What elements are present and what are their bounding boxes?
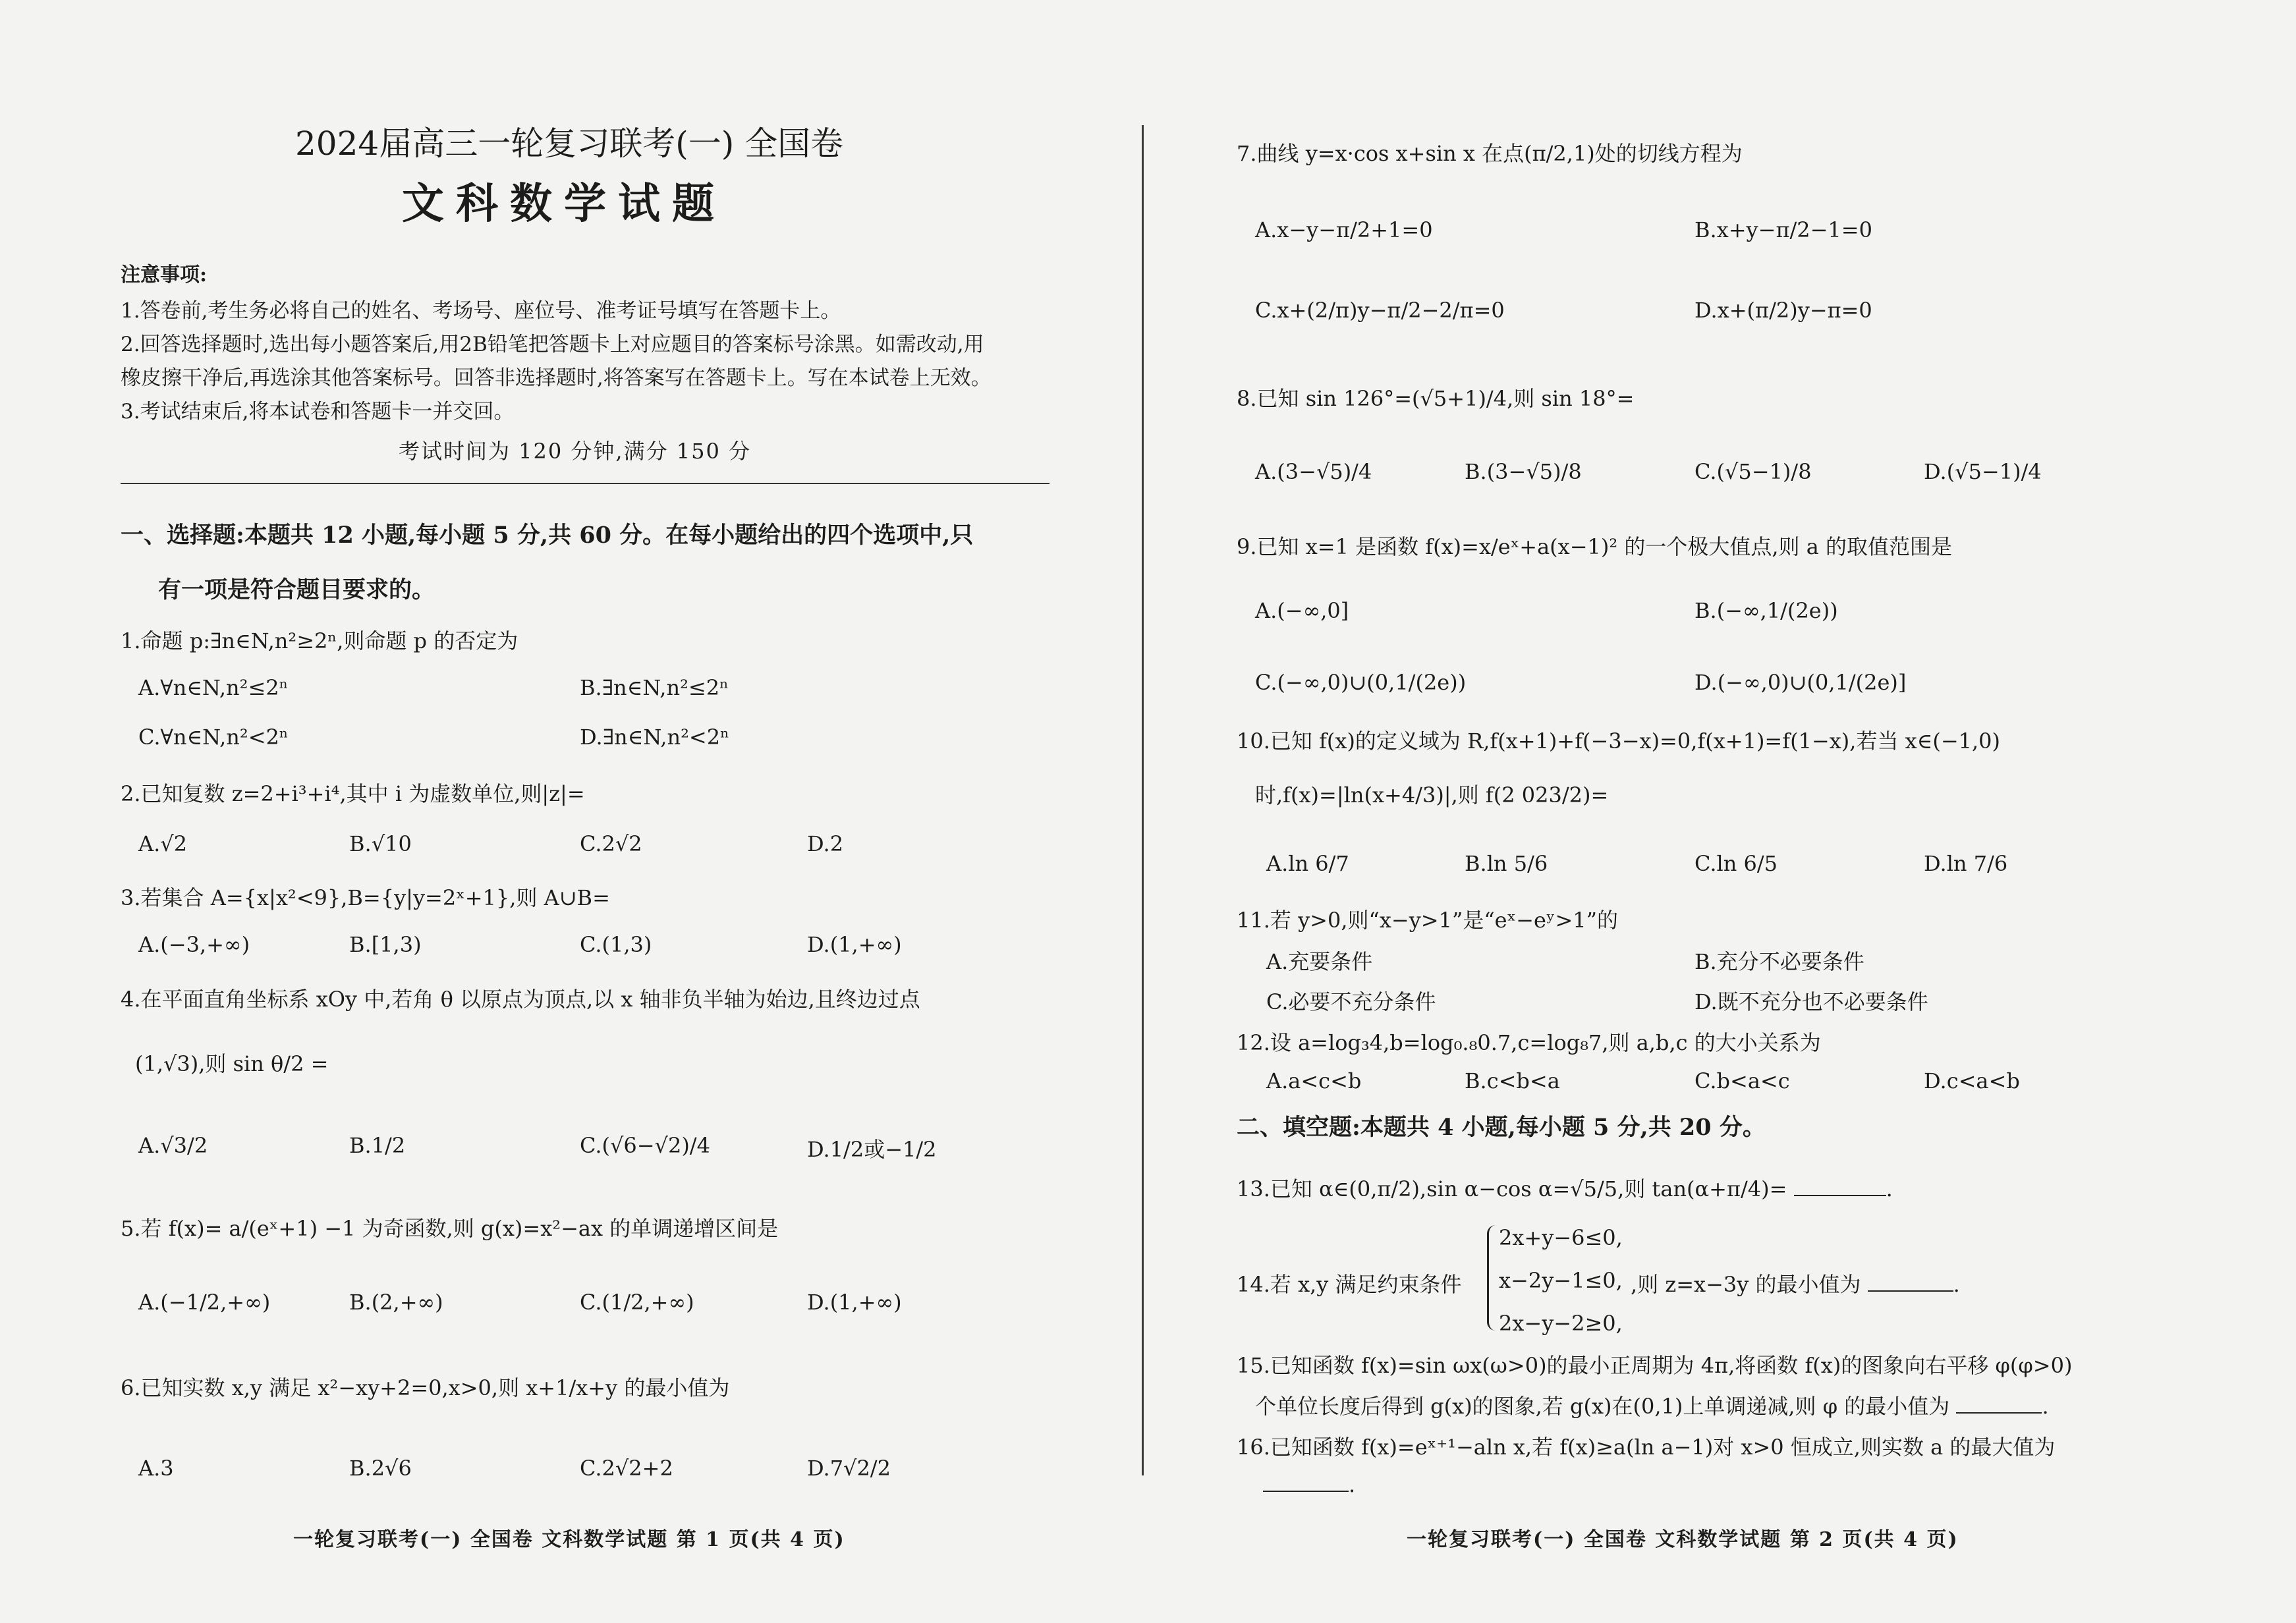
q11-option-a: A.充要条件 — [1266, 949, 1373, 974]
exam-page-1 — [0, 0, 1146, 1623]
q8-option-c: C.(√5−1)/8 — [1694, 459, 1812, 484]
q11-option-b: B.充分不必要条件 — [1694, 949, 1864, 974]
question-9: 9.已知 x=1 是函数 f(x)=x/eˣ+a(x−1)² 的一个极大值点,则 a 的取值范围是 — [1237, 534, 1952, 559]
question-8: 8.已知 sin 126°=(√5+1)/4,则 sin 18°= — [1237, 386, 1635, 411]
header-rule — [121, 483, 1050, 484]
question-16-cont: . — [1263, 1472, 1355, 1497]
question-6: 6.已知实数 x,y 满足 x²−xy+2=0,x>0,则 x+1/x+y 的最小值为 — [121, 1375, 730, 1400]
question-14-tail: ,则 z=x−3y 的最小值为 . — [1631, 1272, 1960, 1297]
q5-option-c: C.(1/2,+∞) — [580, 1290, 694, 1315]
answer-blank-14 — [1868, 1273, 1953, 1292]
q10-option-a: A.ln 6/7 — [1266, 851, 1349, 876]
q9-option-a: A.(−∞,0] — [1255, 598, 1349, 623]
exam-page-2 — [1150, 0, 2296, 1623]
q4-option-c: C.(√6−√2)/4 — [580, 1133, 710, 1158]
q7-option-a: A.x−y−π/2+1=0 — [1255, 217, 1433, 242]
notice-heading: 注意事项: — [121, 263, 208, 287]
question-13-text: 13.已知 α∈(0,π/2),sin α−cos α=√5/5,则 tan(α+π/4)= — [1237, 1176, 1787, 1201]
q2-option-c: C.2√2 — [580, 831, 642, 856]
q9-option-b: B.(−∞,1/(2e)) — [1694, 598, 1838, 623]
q7-option-d: D.x+(π/2)y−π=0 — [1694, 298, 1872, 323]
constraint-1: 2x+y−6≤0, — [1499, 1225, 1623, 1250]
section-2-heading: 二、填空题:本题共 4 小题,每小题 5 分,共 20 分。 — [1237, 1114, 1766, 1141]
q6-option-b: B.2√6 — [349, 1456, 412, 1481]
q8-option-d: D.(√5−1)/4 — [1924, 459, 2042, 484]
question-4: 4.在平面直角坐标系 xOy 中,若角 θ 以原点为顶点,以 x 轴非负半轴为始边,且终边过点 — [121, 987, 920, 1012]
q1-option-d: D.∃n∈N,n²<2ⁿ — [580, 725, 729, 750]
question-7: 7.曲线 y=x·cos x+sin x 在点(π/2,1)处的切线方程为 — [1237, 141, 1743, 166]
question-12: 12.设 a=log₃4,b=log₀.₈0.7,c=log₈7,则 a,b,c 的大小关系为 — [1237, 1030, 1821, 1055]
section-1-heading: 一、选择题:本题共 12 小题,每小题 5 分,共 60 分。在每小题给出的四个选项中,只 — [121, 522, 974, 549]
q5-option-d: D.(1,+∞) — [807, 1290, 902, 1315]
question-15-cont: 个单位长度后得到 g(x)的图象,若 g(x)在(0,1)上单调递减,则 φ 的最小值为 . — [1255, 1394, 2049, 1419]
q1-option-c: C.∀n∈N,n²<2ⁿ — [138, 725, 289, 750]
q7-option-b: B.x+y−π/2−1=0 — [1694, 217, 1872, 242]
q3-option-c: C.(1,3) — [580, 932, 652, 957]
constraint-3: 2x−y−2≥0, — [1499, 1311, 1623, 1336]
answer-blank-16 — [1263, 1473, 1349, 1492]
q10-option-b: B.ln 5/6 — [1465, 851, 1548, 876]
page-1-footer: 一轮复习联考(一) 全国卷 文科数学试题 第 1 页(共 4 页) — [293, 1528, 845, 1551]
q12-option-a: A.a<c<b — [1266, 1068, 1362, 1093]
question-10: 10.已知 f(x)的定义域为 R,f(x+1)+f(−3−x)=0,f(x+1)=f(1−x),若当 x∈(−1,0) — [1237, 729, 2001, 754]
q3-option-d: D.(1,+∞) — [807, 932, 902, 957]
question-2: 2.已知复数 z=2+i³+i⁴,其中 i 为虚数单位,则|z|= — [121, 781, 585, 806]
question-11: 11.若 y>0,则“x−y>1”是“eˣ−eʸ>1”的 — [1237, 908, 1619, 933]
notice-item-1: 1.答卷前,考生务必将自己的姓名、考场号、座位号、准考证号填写在答题卡上。 — [121, 299, 841, 323]
q3-option-a: A.(−3,+∞) — [138, 932, 250, 957]
question-5: 5.若 f(x)= a/(eˣ+1) −1 为奇函数,则 g(x)=x²−ax 的单调递增区间是 — [121, 1216, 779, 1241]
q3-option-b: B.[1,3) — [349, 932, 422, 957]
q5-option-b: B.(2,+∞) — [349, 1290, 443, 1315]
answer-blank-13 — [1794, 1178, 1886, 1196]
question-10-cont: 时,f(x)=|ln(x+4/3)|,则 f(2 023/2)= — [1255, 783, 1609, 808]
q1-option-a: A.∀n∈N,n²≤2ⁿ — [138, 675, 289, 700]
q4-option-b: B.1/2 — [349, 1133, 406, 1158]
question-3: 3.若集合 A={x|x²<9},B={y|y=2ˣ+1},则 A∪B= — [121, 885, 610, 910]
notice-item-2-cont: 橡皮擦干净后,再选涂其他答案标号。回答非选择题时,将答案写在答题卡上。写在本试卷上无效。 — [121, 366, 992, 390]
q4-option-d: D.1/2或−1/2 — [807, 1137, 937, 1162]
q2-option-a: A.√2 — [138, 831, 188, 856]
system-brace — [1487, 1225, 1496, 1331]
q11-option-c: C.必要不充分条件 — [1266, 989, 1436, 1014]
question-15-cont-text: 个单位长度后得到 g(x)的图象,若 g(x)在(0,1)上单调递减,则 φ 的最小值为 — [1255, 1394, 1950, 1419]
q2-option-b: B.√10 — [349, 831, 412, 856]
question-16: 16.已知函数 f(x)=eˣ⁺¹−aln x,若 f(x)≥a(ln a−1)对 x>0 恒成立,则实数 a 的最大值为 — [1237, 1435, 2056, 1460]
q4-option-a: A.√3/2 — [138, 1133, 208, 1158]
q8-option-b: B.(3−√5)/8 — [1465, 459, 1582, 484]
q6-option-c: C.2√2+2 — [580, 1456, 673, 1481]
question-15: 15.已知函数 f(x)=sin ωx(ω>0)的最小正周期为 4π,将函数 f(x)的图象向右平移 φ(φ>0) — [1237, 1353, 2073, 1378]
q12-option-c: C.b<a<c — [1694, 1068, 1790, 1093]
q2-option-d: D.2 — [807, 831, 844, 856]
question-14-lead: 14.若 x,y 满足约束条件 — [1237, 1272, 1462, 1297]
q1-option-b: B.∃n∈N,n²≤2ⁿ — [580, 675, 729, 700]
q11-option-d: D.既不充分也不必要条件 — [1694, 989, 1928, 1014]
question-4-cont: (1,√3),则 sin θ/2 = — [135, 1051, 329, 1076]
answer-blank-15 — [1956, 1395, 2042, 1414]
question-1: 1.命题 p:∃n∈N,n²≥2ⁿ,则命题 p 的否定为 — [121, 628, 518, 653]
exam-subject-title: 文科数学试题 — [402, 179, 726, 229]
page-2-footer: 一轮复习联考(一) 全国卷 文科数学试题 第 2 页(共 4 页) — [1407, 1528, 1959, 1551]
exam-time-note: 考试时间为 120 分钟,满分 150 分 — [399, 439, 752, 464]
section-1-heading-cont: 有一项是符合题目要求的。 — [158, 576, 435, 603]
q6-option-d: D.7√2/2 — [807, 1456, 891, 1481]
exam-title: 2024届高三一轮复习联考(一) 全国卷 — [295, 124, 844, 163]
q9-option-c: C.(−∞,0)∪(0,1/(2e)) — [1255, 670, 1467, 695]
question-14-tail-text: ,则 z=x−3y 的最小值为 — [1631, 1272, 1861, 1297]
q7-option-c: C.x+(2/π)y−π/2−2/π=0 — [1255, 298, 1505, 323]
q10-option-c: C.ln 6/5 — [1694, 851, 1778, 876]
notice-item-2: 2.回答选择题时,选出每小题答案后,用2B铅笔把答题卡上对应题目的答案标号涂黑。如需改动,用 — [121, 333, 984, 356]
q10-option-d: D.ln 7/6 — [1924, 851, 2008, 876]
constraint-2: x−2y−1≤0, — [1499, 1268, 1623, 1293]
q6-option-a: A.3 — [138, 1456, 174, 1481]
q8-option-a: A.(3−√5)/4 — [1255, 459, 1372, 484]
q9-option-d: D.(−∞,0)∪(0,1/(2e)] — [1694, 670, 1907, 695]
notice-item-3: 3.考试结束后,将本试卷和答题卡一并交回。 — [121, 400, 515, 424]
q12-option-b: B.c<b<a — [1465, 1068, 1560, 1093]
question-13: 13.已知 α∈(0,π/2),sin α−cos α=√5/5,则 tan(α+π/4)= . — [1237, 1176, 1893, 1201]
q12-option-d: D.c<a<b — [1924, 1068, 2020, 1093]
q5-option-a: A.(−1/2,+∞) — [138, 1290, 271, 1315]
